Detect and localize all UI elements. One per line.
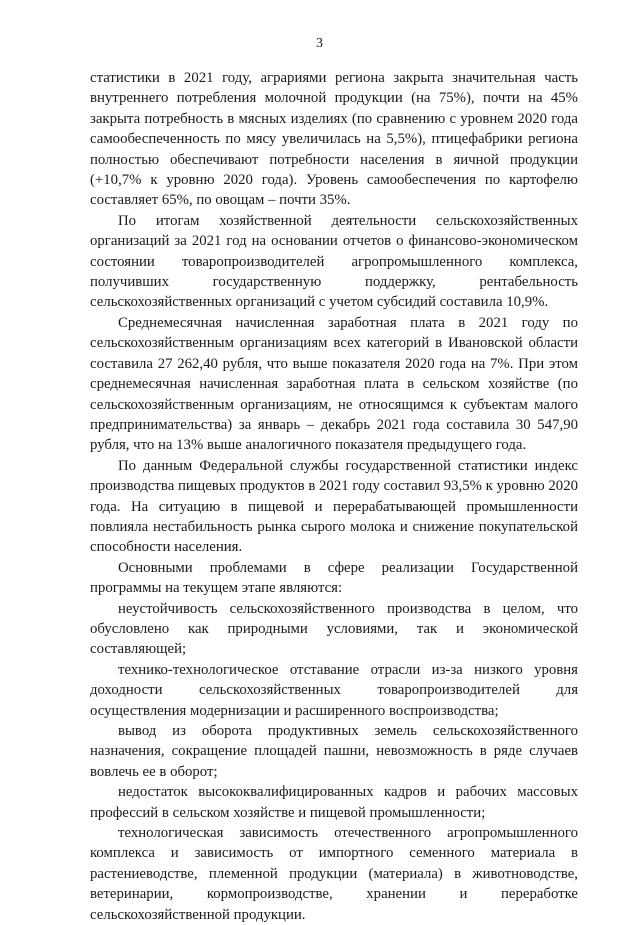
document-body: [90, 68, 578, 925]
paragraph-self-sufficiency: статистики в 2021 году, аграриями региона закрыта значительная часть внутреннего потребления молочной продукции (на 75%), почти на 45% закрыта потребность в мясных изделиях (по сравнению с уровнем 2020 года самообеспеченность по мясу увеличилась на 5,5%), птицефабрики региона полностью обеспечивают потребности населения в яичной продукции (+10,7% к уровню 2020 года). Уровень самообеспечения по картофелю составляет 65%, по овощам – почти 35%.: [90, 70, 578, 209]
list-item-problem: технологическая зависимость отечественного агропромышленного комплекса и зависимость от импортного семенного материала в растениеводстве, племенной продукции (материала) в животноводстве, ветеринарии, кормопроизводстве, хранении и переработке сельскохозяйственной продукции.: [90, 825, 578, 923]
list-item-problem: технико-технологическое отставание отрасли из-за низкого уровня доходности сельскохозяйственных товаропроизводителей для осуществления модернизации и расширенного воспроизводства;: [90, 661, 578, 719]
list-item-problem: неустойчивость сельскохозяйственного производства в целом, что обусловлено как природными условиями, так и экономической составляющей;: [90, 600, 578, 658]
paragraph-wages: Среднемесячная начисленная заработная плата в 2021 году по сельскохозяйственным организациям всех категорий в Ивановской области составила 27 262,40 рубля, что выше показателя 2020 года на 7%. При этом среднемесячная начисленная заработная плата в сельском хозяйстве (по сельскохозяйственным организациям, не относящимся к субъектам малого предпринимательства) за январь – декабрь 2021 года составила 30 547,90 рубля, что на 13% выше аналогичного показателя предыдущего года.: [90, 314, 578, 454]
paragraph-profitability: По итогам хозяйственной деятельности сельскохозяйственных организаций за 2021 год на основании отчетов о финансово-экономическом состоянии товаропроизводителей агропромышленного комплекса, получивших государственную поддержку, рентабельность сельскохозяйственных организаций с учетом субсидий составила 10,9%.: [90, 212, 578, 311]
list-item-problem: вывод из оборота продуктивных земель сельскохозяйственного назначения, сокращение площадей пашни, невозможность в ряде случаев вовлечь ее в оборот;: [90, 723, 578, 780]
paragraph-food-production-index: По данным Федеральной службы государственной статистики индекс производства пищевых продуктов в 2021 году составил 93,5% к уровню 2020 года. На ситуацию в пищевой и перерабатывающей промышленности повлияла нестабильность рынка сырого молока и снижение покупательской способности населения.: [90, 457, 578, 556]
list-item-problem: недостаток высококвалифицированных кадров и рабочих массовых профессий в сельском хозяйстве и пищевой промышленности;: [90, 784, 578, 821]
page-number: 3: [316, 36, 323, 51]
paragraph-main-problems-intro: Основными проблемами в сфере реализации Государственной программы на текущем этапе являются:: [90, 559, 578, 597]
